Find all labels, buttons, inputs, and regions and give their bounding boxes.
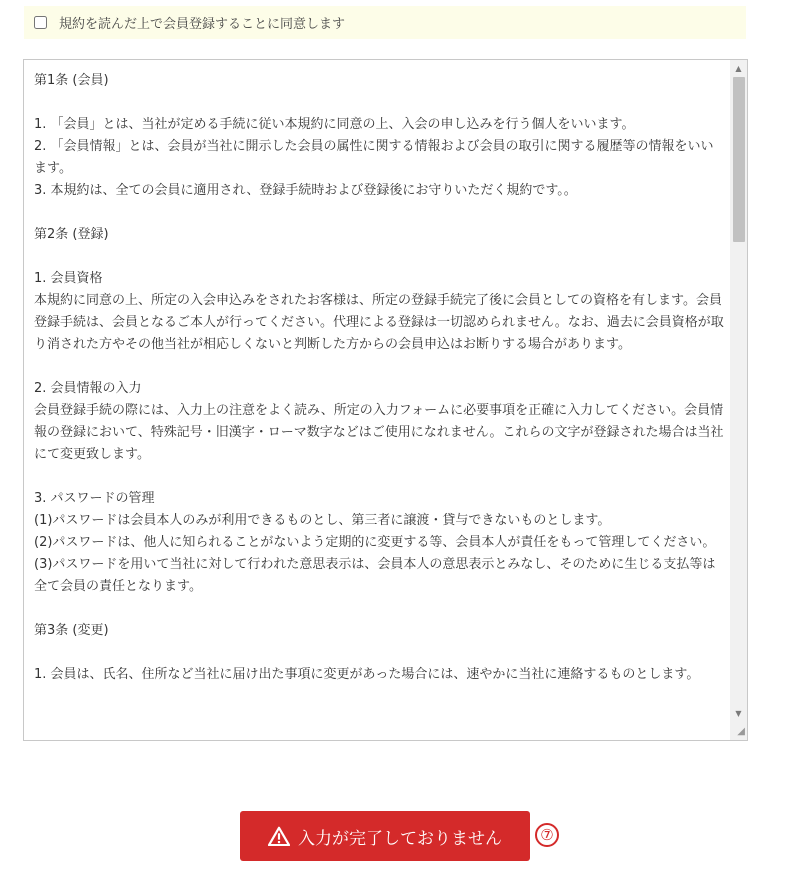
scroll-down-arrow-icon[interactable]: ▼ [735, 709, 742, 718]
scroll-thumb[interactable] [733, 77, 745, 242]
step-number-marker: ⑦ [535, 823, 559, 847]
agreement-checkbox[interactable] [34, 16, 47, 29]
submit-button[interactable] [240, 811, 530, 861]
resize-grip-icon[interactable]: ◢ [737, 726, 745, 737]
terms-textarea[interactable] [23, 59, 748, 741]
warning-icon [268, 826, 290, 846]
terms-text: 第1条 (会員) 1. 「会員」とは、当社が定める手続に従い本規約に同意の上、入会の申し込みを行う個人をいいます。 2. 「会員情報」とは、会員が当社に開示した会員の属性に関する情報および会員の取引に関する履歴等の情報をいいます。 3. 本規約は、全ての会員に適用され、登録手続時および登録後にお守りいただく規約です。。 第2条 (登録) 1. 会員資格 本規約に同意の上、所定の入会申込みをされたお客様は、所定の登録手続完了後に会員としての資格を有します。会員登録手続は、会員となるご本人が行ってください。代理による登録は一切認められません。なお、過去に会員資格が取り消された方やその他当社が相応しくないと判断した方からの会員申込はお断りする場合があります。 2. 会員情報の入力 会員登録手続の際には、入力上の注意をよく読み、所定の入力フォームに必要事項を正確に入力してください。会員情報の登録において、特殊記号・旧漢字・ローマ数字などはご使用になれません。これらの文字が登録された場合は当社にて変更致します。 3. パスワードの管理 (1)パスワードは会員本人のみが利用できるものとし、第三者に譲渡・貸与できないものとします。 (2)パスワードは、他人に知られることがないよう定期的に変更する等、会員本人が責任をもって管理してください。 (3)パスワードを用いて当社に対して行われた意思表示は、会員本人の意思表示とみなし、そのために生じる支払等は全て会員の責任となります。 第3条 (変更) 1. 会員は、氏名、住所など当社に届け出た事項に変更があった場合には、速やかに当社に連絡するものとします。 [34, 73, 724, 682]
scroll-up-arrow-icon[interactable]: ▲ [735, 64, 742, 73]
agreement-label[interactable]: 規約を読んだ上で会員登録することに同意します [59, 17, 346, 32]
agreement-row[interactable] [24, 6, 746, 39]
submit-button-label: 入力が完了しておりません [298, 828, 502, 849]
terms-scrollbar[interactable] [730, 60, 747, 740]
